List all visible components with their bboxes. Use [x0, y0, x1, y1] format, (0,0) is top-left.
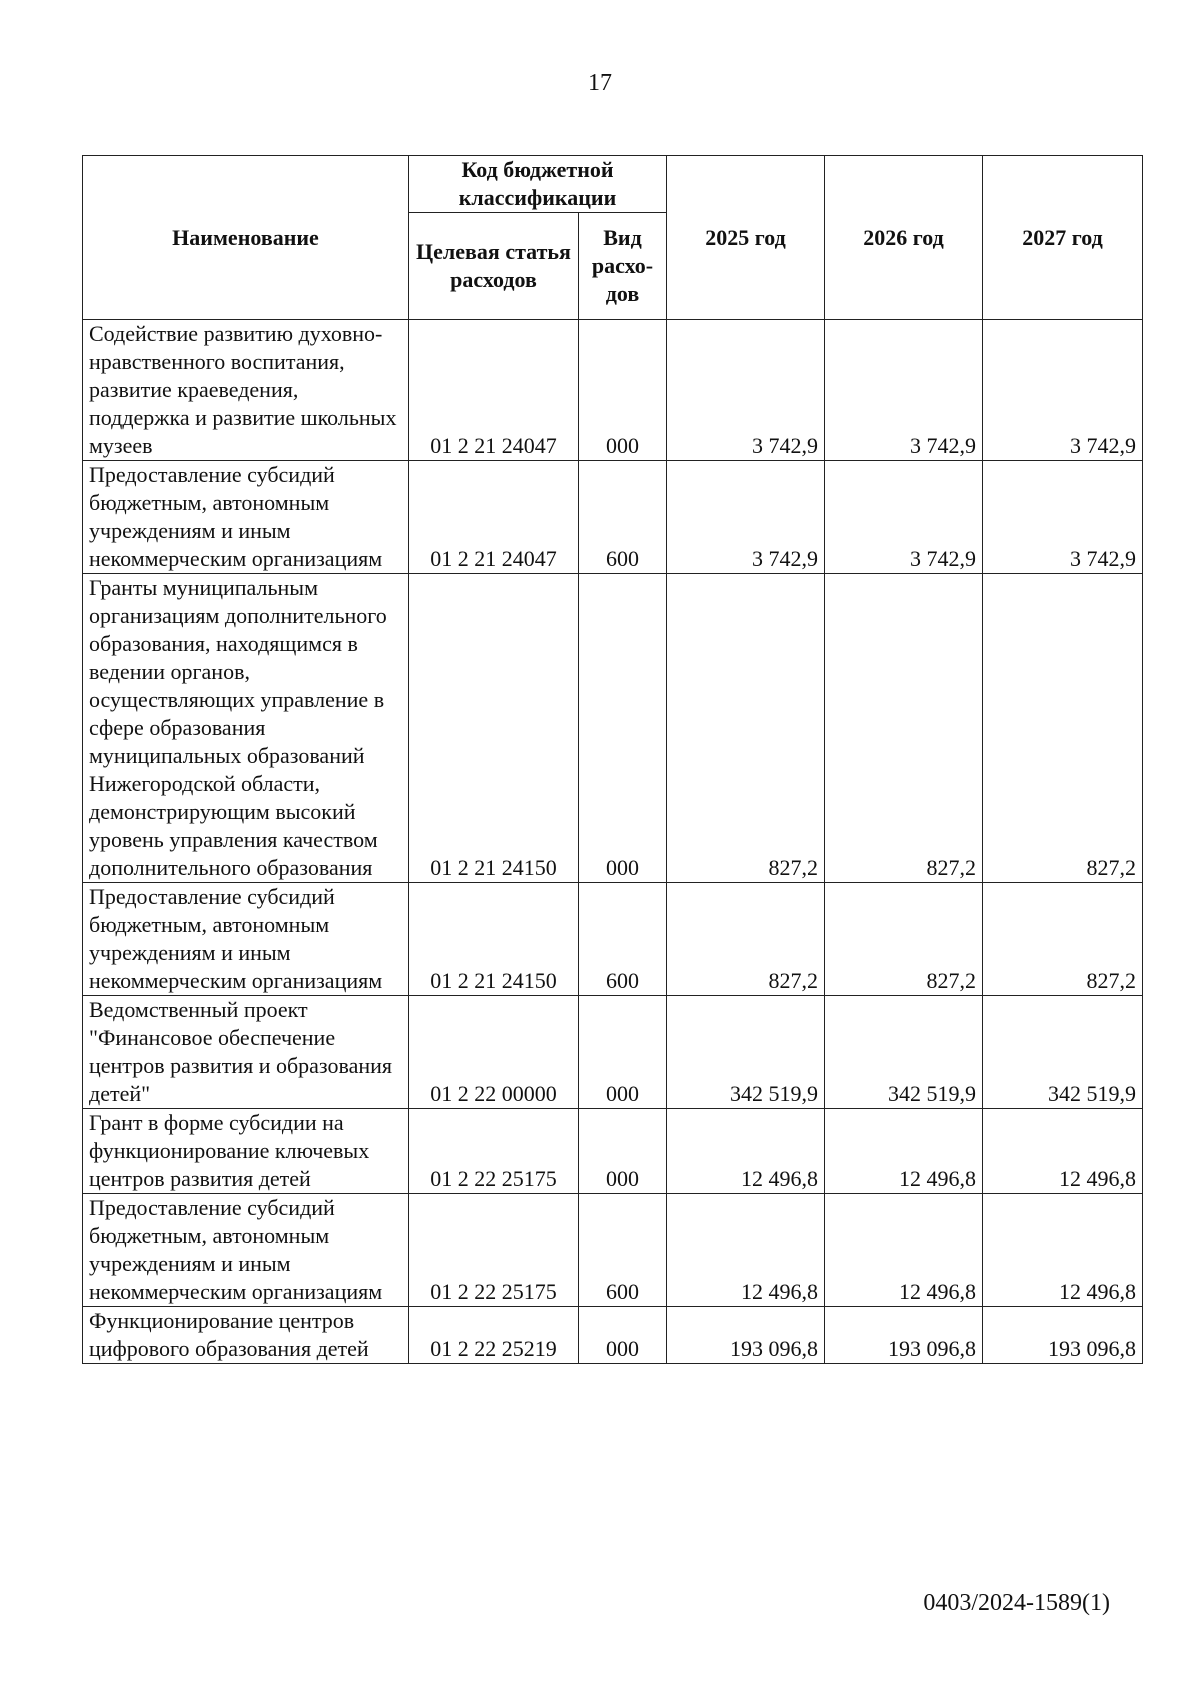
table-row [83, 574, 1143, 883]
row-name: Функционирование центров цифрового образования детей [83, 1307, 409, 1364]
document-number: 0403/2024-1589(1) [923, 1590, 1110, 1616]
row-2025: 12 496,8 [667, 1194, 825, 1307]
row-name: Предоставление субсидий бюджетным, автономным учреждениям и иным некоммерческим организациям [83, 1194, 409, 1307]
row-target-article: 01 2 22 25219 [409, 1307, 579, 1364]
row-target-article: 01 2 21 24150 [409, 883, 579, 996]
row-2026: 3 742,9 [825, 461, 983, 574]
row-2026: 12 496,8 [825, 1194, 983, 1307]
table-row [83, 320, 1143, 461]
header-name: Наименование [83, 156, 409, 320]
table-row [83, 1307, 1143, 1364]
row-2027: 3 742,9 [983, 320, 1143, 461]
header-2025: 2025 год [667, 156, 825, 320]
row-name: Содействие развитию духовно-нравственного воспитания, развитие краеведения, поддержка и развитие школьных музеев [83, 320, 409, 461]
row-expense-type: 000 [579, 320, 667, 461]
header-2026: 2026 год [825, 156, 983, 320]
row-2025: 3 742,9 [667, 320, 825, 461]
row-2027: 3 742,9 [983, 461, 1143, 574]
row-2025: 193 096,8 [667, 1307, 825, 1364]
table-row [83, 1194, 1143, 1307]
row-2027: 827,2 [983, 883, 1143, 996]
row-expense-type: 000 [579, 1109, 667, 1194]
row-target-article: 01 2 21 24150 [409, 574, 579, 883]
row-2027: 12 496,8 [983, 1109, 1143, 1194]
row-expense-type: 000 [579, 1307, 667, 1364]
table-row [83, 1109, 1143, 1194]
table-row [83, 996, 1143, 1109]
row-2025: 12 496,8 [667, 1109, 825, 1194]
row-expense-type: 000 [579, 996, 667, 1109]
row-target-article: 01 2 21 24047 [409, 461, 579, 574]
row-name: Предоставление субсидий бюджетным, автономным учреждениям и иным некоммерческим организациям [83, 461, 409, 574]
row-2026: 342 519,9 [825, 996, 983, 1109]
row-2025: 827,2 [667, 883, 825, 996]
row-2025: 827,2 [667, 574, 825, 883]
row-name: Грант в форме субсидии на функционирование ключевых центров развития детей [83, 1109, 409, 1194]
row-name: Ведомственный проект "Финансовое обеспечение центров развития и образования детей" [83, 996, 409, 1109]
row-2025: 342 519,9 [667, 996, 825, 1109]
header-2027: 2027 год [983, 156, 1143, 320]
row-2027: 12 496,8 [983, 1194, 1143, 1307]
header-target-article: Целевая статья расходов [409, 213, 579, 320]
budget-table [82, 155, 1143, 1364]
row-target-article: 01 2 22 25175 [409, 1109, 579, 1194]
page-number: 17 [588, 70, 612, 96]
row-name: Предоставление субсидий бюджетным, автономным учреждениям и иным некоммерческим организациям [83, 883, 409, 996]
row-2026: 12 496,8 [825, 1109, 983, 1194]
row-name: Гранты муниципальным организациям дополнительного образования, находящимся в ведении органов, осуществляющих управление в сфере образования муниципальных образований Нижегородской области, демонстрирующим высокий уровень управления качеством дополнительного образования [83, 574, 409, 883]
row-expense-type: 600 [579, 883, 667, 996]
row-2027: 827,2 [983, 574, 1143, 883]
header-expense-type: Вид расхо-дов [579, 213, 667, 320]
table-row [83, 461, 1143, 574]
row-2025: 3 742,9 [667, 461, 825, 574]
row-2026: 827,2 [825, 883, 983, 996]
table-row [83, 883, 1143, 996]
row-expense-type: 000 [579, 574, 667, 883]
row-2027: 193 096,8 [983, 1307, 1143, 1364]
row-2027: 342 519,9 [983, 996, 1143, 1109]
row-2026: 193 096,8 [825, 1307, 983, 1364]
row-target-article: 01 2 21 24047 [409, 320, 579, 461]
row-target-article: 01 2 22 25175 [409, 1194, 579, 1307]
row-expense-type: 600 [579, 1194, 667, 1307]
header-code-group: Код бюджетной классификации [409, 156, 667, 213]
row-2026: 3 742,9 [825, 320, 983, 461]
row-expense-type: 600 [579, 461, 667, 574]
row-2026: 827,2 [825, 574, 983, 883]
row-target-article: 01 2 22 00000 [409, 996, 579, 1109]
